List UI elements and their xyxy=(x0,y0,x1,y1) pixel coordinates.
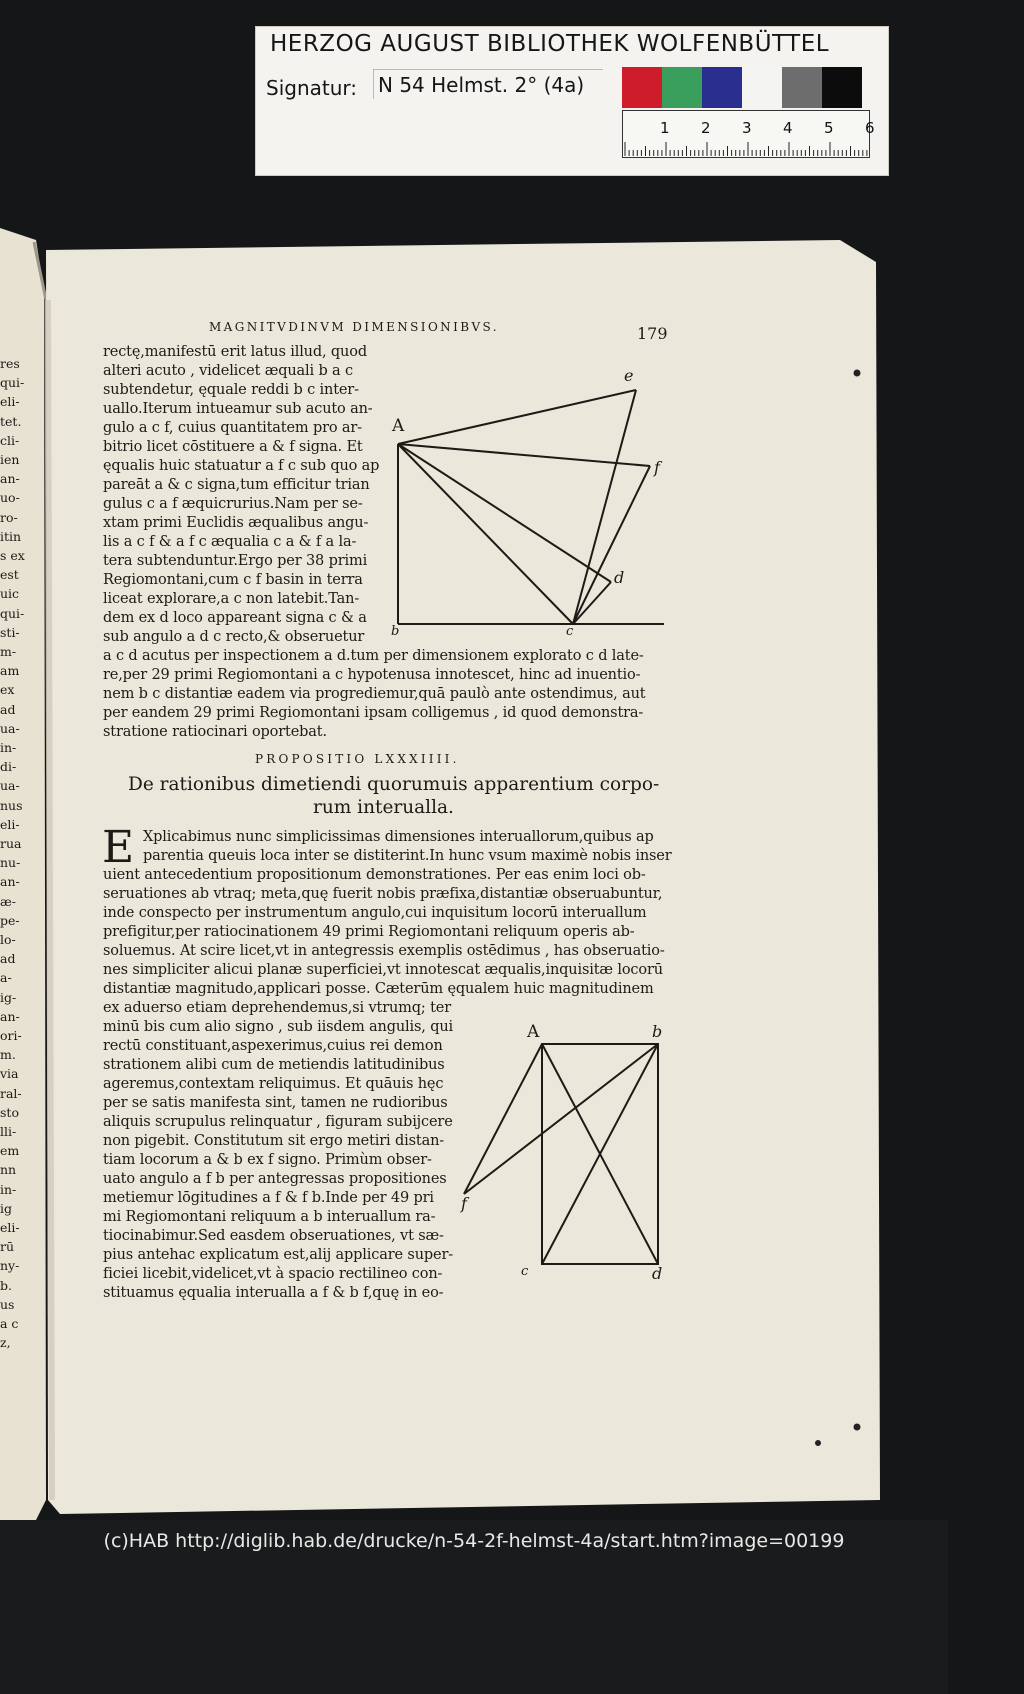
left-page-fragment: cli- xyxy=(0,432,20,448)
text-line: re,per 29 primi Regiomontani a c hypotenusa innotescet, hinc ad inuentio- xyxy=(103,667,641,683)
left-page-fragment: us xyxy=(0,1296,15,1312)
text-line: bitrio licet cōstituere a & f signa. Et xyxy=(103,439,363,455)
proposition-heading: PROPOSITIO LXXXIIII. xyxy=(255,752,460,766)
left-page-fragment: nn xyxy=(0,1162,17,1178)
ruler-number: 5 xyxy=(824,119,834,137)
section-title-line-2: rum interualla. xyxy=(313,797,454,818)
left-page-fragment: eli- xyxy=(0,1220,20,1235)
text-line: a c d acutus per inspectionem a d.tum per dimensionem explorato c d late- xyxy=(103,648,644,664)
left-page-fragment: itin xyxy=(0,528,22,544)
left-page-fragment: res xyxy=(0,356,20,371)
left-page-fragment: lo- xyxy=(0,932,16,947)
color-swatch xyxy=(782,67,822,108)
text-line: ex aduerso etiam deprehendemus,si vtrumq; ter xyxy=(103,1000,451,1016)
text-line: Xplicabimus nunc simplicissimas dimensiones interuallorum,quibus ap xyxy=(143,829,654,845)
text-line: tera subtenduntur.Ergo per 38 primi xyxy=(103,553,368,569)
left-page-fragment: est xyxy=(0,567,19,583)
left-page-fragment: em xyxy=(0,1143,20,1159)
left-page-fragment: di- xyxy=(0,759,17,775)
text-line: seruationes ab vtraq; meta,quę fuerit nobis præfixa,distantiæ obseruabuntur, xyxy=(103,886,663,902)
text-line: dem ex d loco appareant signa c & a xyxy=(103,610,367,626)
left-page-fragment: nus xyxy=(0,797,23,813)
text-line: rectę,manifestū erit latus illud, quod xyxy=(103,344,367,360)
text-line: uato angulo a f b per antegressas propositiones xyxy=(103,1171,447,1187)
text-line: inde conspecto per instrumentum angulo,cui inquisitum locorū interuallum xyxy=(103,905,647,921)
ruler-number: 1 xyxy=(660,119,670,137)
left-page-fragment: ex xyxy=(0,682,15,698)
left-page-fragment: pe- xyxy=(0,912,20,928)
figure1-label-c: c xyxy=(566,624,574,639)
text-line: sub angulo a d c recto,& obseruetur xyxy=(103,629,365,645)
text-line: metiemur lōgitudines a f & f b.Inde per 49 pri xyxy=(103,1190,434,1206)
figure2-label-A: A xyxy=(527,1022,540,1042)
left-page-fragment: rua xyxy=(0,836,22,851)
left-page-fragment: m- xyxy=(0,644,17,659)
text-line: ęqualis huic statuatur a f c sub quo ap xyxy=(103,458,380,474)
left-page-fragment: ny- xyxy=(0,1258,20,1274)
text-line: lis a c f & a f c æqualia c a & f a la- xyxy=(103,534,357,550)
left-page-fragment: eli- xyxy=(0,816,20,832)
figure1-label-b: b xyxy=(391,624,400,639)
left-page-fragment: b. xyxy=(0,1277,12,1293)
left-page-fragment: s ex xyxy=(0,548,25,563)
text-line: tiam locorum a & b ex f signo. Primùm obser- xyxy=(103,1152,432,1168)
text-line: nem b c distantiæ eadem via progrediemur,quā paulò ante ostendimus, aut xyxy=(103,686,646,702)
left-page-fragment: am xyxy=(0,663,20,679)
text-line: per se satis manifesta sint, tamen ne rudioribus xyxy=(103,1095,448,1111)
left-page-fragment: rū xyxy=(0,1239,15,1255)
text-line: liceat explorare,a c non latebit.Tan- xyxy=(103,591,360,607)
left-page-fragment: ad xyxy=(0,701,16,717)
text-line: soluemus. At scire licet,vt in antegressis exemplis ostēdimus , has obseruatio- xyxy=(103,943,665,959)
ruler-number: 6 xyxy=(865,119,875,137)
left-page-fragment: ral- xyxy=(0,1085,22,1101)
left-page-fragment: ori- xyxy=(0,1028,22,1043)
figure1-label-d: d xyxy=(614,568,625,587)
text-line: Regiomontani,cum c f basin in terra xyxy=(103,572,363,588)
left-page-fragment: a- xyxy=(0,970,12,986)
left-page-fragment: via xyxy=(0,1066,19,1082)
color-swatch xyxy=(702,67,742,108)
text-line: uient antecedentium propositionum demonstrationes. Per eas enim loci ob- xyxy=(103,867,646,883)
text-line: ficiei licebit,videlicet,vt à spacio rectilineo con- xyxy=(103,1266,443,1282)
library-name: HERZOG AUGUST BIBLIOTHEK WOLFENBÜTTEL xyxy=(270,31,830,57)
left-page-fragment: m. xyxy=(0,1047,16,1063)
figure2-label-f: f xyxy=(461,1194,467,1213)
left-page-fragment: lli- xyxy=(0,1124,17,1139)
left-page-fragment: ua- xyxy=(0,720,20,736)
figure2-label-c: c xyxy=(521,1264,529,1279)
signature-label: Signatur: xyxy=(266,76,358,100)
left-page-fragment: eli- xyxy=(0,394,20,410)
left-page-fragment: an- xyxy=(0,1008,20,1024)
left-page-fragment: ien xyxy=(0,452,20,467)
text-line: uallo.Iterum intueamur sub acuto an- xyxy=(103,401,373,417)
figure1-label-A: A xyxy=(392,416,405,436)
left-page-fragment: nu- xyxy=(0,855,21,871)
text-line: aliquis scrupulus relinquatur , figuram subijcere xyxy=(103,1114,453,1130)
drop-cap: E xyxy=(102,822,135,873)
figure1-label-f: f xyxy=(654,458,660,477)
text-line: nes simpliciter alicui planæ superficiei,vt innotescat æqualis,inquisitæ locorū xyxy=(103,962,663,978)
ruler-number: 2 xyxy=(701,119,711,137)
page-number: 179 xyxy=(637,324,668,343)
text-line: strationem alibi cum de metiendis latitudinibus xyxy=(103,1057,445,1073)
color-swatch xyxy=(622,67,662,108)
left-page-fragment: ua- xyxy=(0,778,20,794)
figure2-label-d: d xyxy=(652,1264,663,1283)
text-line: ageremus,contextam reliquimus. Et quāuis hęc xyxy=(103,1076,444,1092)
left-page-fragment: qui- xyxy=(0,375,25,391)
text-line: minū bis cum alio signo , sub iisdem angulis, qui xyxy=(103,1019,454,1035)
footer-credit: (c)HAB http://diglib.hab.de/drucke/n-54-2f-helmst-4a/start.htm?image=00199 xyxy=(103,1530,845,1552)
text-line: stratione ratiocinari oportebat. xyxy=(103,724,327,740)
text-line: per eandem 29 primi Regiomontani ipsam colligemus , id quod demonstra- xyxy=(103,705,644,721)
text-line: non pigebit. Constitutum sit ergo metiri distan- xyxy=(103,1133,445,1149)
left-page-fragment: in- xyxy=(0,740,17,755)
left-page-fragment: uo- xyxy=(0,490,20,506)
text-line: mi Regiomontani reliquum a b interuallum ra- xyxy=(103,1209,436,1225)
left-page-fragment: qui- xyxy=(0,605,25,621)
left-page-fragment: an- xyxy=(0,471,20,487)
ruler-number: 3 xyxy=(742,119,752,137)
scale-ruler xyxy=(622,110,875,158)
text-line: stituamus ęqualia interualla a f & b f,quę in eo- xyxy=(103,1285,444,1301)
left-page-fragment: an- xyxy=(0,874,20,890)
text-line: parentia queuis loca inter se distiterint.In hunc vsum maximè nobis inser xyxy=(143,848,672,864)
left-page-fragment: ig xyxy=(0,1200,12,1216)
text-line: tiocinabimur.Sed easdem obseruationes, vt sæ- xyxy=(103,1228,444,1244)
left-page-fragment: uic xyxy=(0,586,20,602)
text-line: distantiæ magnitudo,applicari posse. Cæterūm ęqualem huic magnitudinem xyxy=(103,981,654,997)
color-swatch xyxy=(662,67,702,108)
text-line: gulo a c f, cuius quantitatem pro ar- xyxy=(103,420,362,436)
text-line: subtendetur, ęquale reddi b c inter- xyxy=(103,382,359,398)
text-line: gulus c a f æquicrurius.Nam per se- xyxy=(103,496,363,512)
color-swatch xyxy=(742,67,782,108)
figure1-label-e: e xyxy=(624,366,634,385)
text-line: prefigitur,per ratiocinationem 49 primi Regiomontani reliquum operis ab- xyxy=(103,924,635,940)
left-page-fragment: ad xyxy=(0,951,16,967)
color-swatch xyxy=(822,67,862,108)
left-page-fragment: a c xyxy=(0,1316,19,1331)
figure2-label-b: b xyxy=(652,1022,663,1041)
left-page-fragment: sto xyxy=(0,1104,19,1120)
running-head: MAGNITVDINVM DIMENSIONIBVS. xyxy=(209,320,499,334)
text-line: pius antehac explicatum est,alij applicare super- xyxy=(103,1247,453,1263)
section-title-line-1: De rationibus dimetiendi quorumuis apparentium corpo- xyxy=(128,774,660,795)
left-page-fragment: tet. xyxy=(0,413,22,429)
left-page-fragment: z, xyxy=(0,1335,11,1351)
left-page-fragment: in- xyxy=(0,1181,17,1197)
text-line: pareāt a & c signa,tum efficitur trian xyxy=(103,477,370,493)
ruler-number: 4 xyxy=(783,119,793,137)
left-page-fragment: ro- xyxy=(0,509,18,525)
text-line: rectū constituant,aspexerimus,cuius rei demon xyxy=(103,1038,443,1054)
library-card xyxy=(255,26,889,176)
left-page-fragment: ig- xyxy=(0,989,17,1005)
signature-value: N 54 Helmst. 2° (4a) xyxy=(373,69,603,99)
left-page-fragment: sti- xyxy=(0,624,20,640)
text-line: alteri acuto , videlicet æquali b a c xyxy=(103,363,353,379)
text-line: xtam primi Euclidis æqualibus angu- xyxy=(103,515,369,531)
left-page-fragment: æ- xyxy=(0,893,16,909)
